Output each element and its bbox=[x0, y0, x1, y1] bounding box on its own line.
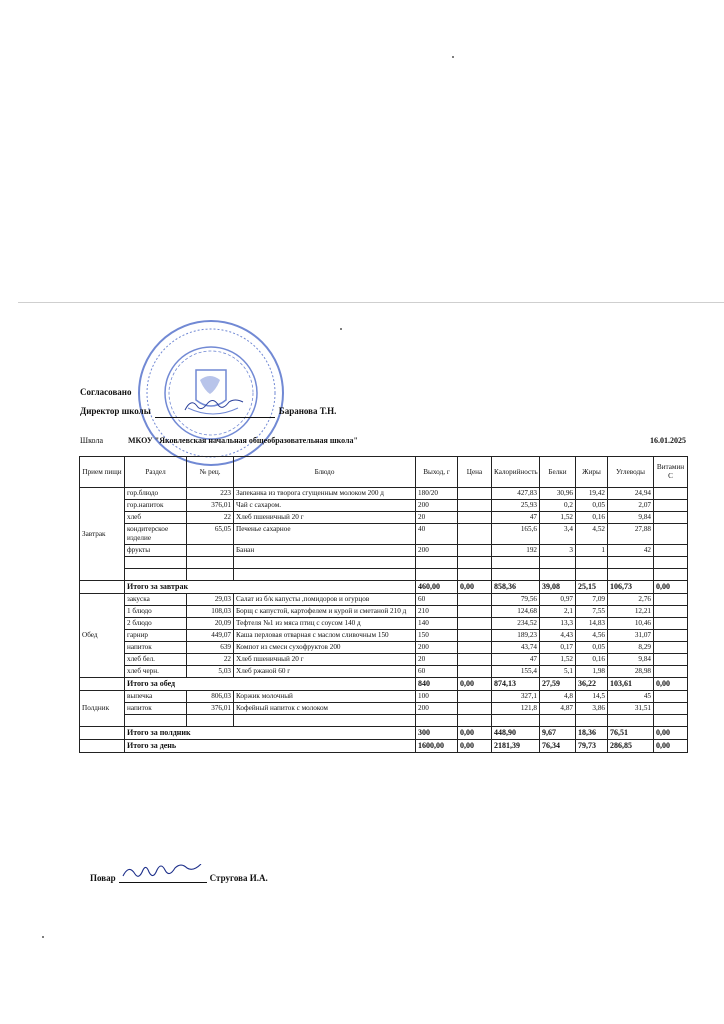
cell-recipe-no: 22 bbox=[187, 512, 234, 524]
cell-carbs: 42 bbox=[608, 545, 654, 557]
header-carbs: Углеводы bbox=[608, 457, 654, 488]
cell-vitamin-c bbox=[654, 594, 688, 606]
cook-name: Стругова И.А. bbox=[209, 873, 268, 883]
cell-section: гор.напиток bbox=[125, 500, 187, 512]
empty-cell bbox=[416, 569, 458, 581]
cell-section: гор.блюдо bbox=[125, 488, 187, 500]
empty-row bbox=[80, 715, 688, 727]
cell-vitamin-c bbox=[654, 500, 688, 512]
table-row bbox=[80, 594, 688, 606]
table-row bbox=[80, 606, 688, 618]
total-price: 0,00 bbox=[458, 678, 492, 691]
empty-cell bbox=[416, 557, 458, 569]
cell-fats: 0,16 bbox=[576, 654, 608, 666]
cell-yield: 200 bbox=[416, 642, 458, 654]
empty-cell bbox=[576, 557, 608, 569]
cell-calories: 124,68 bbox=[492, 606, 540, 618]
cell-fats: 0,05 bbox=[576, 642, 608, 654]
total-price: 0,00 bbox=[458, 740, 492, 753]
cell-yield: 100 bbox=[416, 691, 458, 703]
table-row bbox=[80, 666, 688, 678]
empty-cell bbox=[492, 715, 540, 727]
total-fats: 79,73 bbox=[576, 740, 608, 753]
cell-calories: 43,74 bbox=[492, 642, 540, 654]
scan-speck bbox=[452, 56, 454, 58]
cell-recipe-no: 806,03 bbox=[187, 691, 234, 703]
header-meal: Прием пищи bbox=[80, 457, 125, 488]
cell-price bbox=[458, 500, 492, 512]
cell-carbs: 24,94 bbox=[608, 488, 654, 500]
cell-carbs: 8,29 bbox=[608, 642, 654, 654]
cell-dish: Тефтеля №1 из мяса птиц с соусом 140 д bbox=[234, 618, 416, 630]
cell-price bbox=[458, 654, 492, 666]
cell-recipe-no: 376,01 bbox=[187, 703, 234, 715]
cell-vitamin-c bbox=[654, 606, 688, 618]
scan-speck bbox=[42, 936, 44, 938]
cell-fats: 0,16 bbox=[576, 512, 608, 524]
cell-proteins: 13,3 bbox=[540, 618, 576, 630]
cell-calories: 79,56 bbox=[492, 594, 540, 606]
director-line bbox=[80, 399, 336, 418]
table-row bbox=[80, 618, 688, 630]
cell-vitamin-c bbox=[654, 642, 688, 654]
cell-calories: 234,52 bbox=[492, 618, 540, 630]
cell-recipe-no: 108,03 bbox=[187, 606, 234, 618]
cell-recipe-no: 449,07 bbox=[187, 630, 234, 642]
scan-edge-line bbox=[18, 302, 724, 303]
cell-price bbox=[458, 703, 492, 715]
cell-price bbox=[458, 545, 492, 557]
cell-yield: 210 bbox=[416, 606, 458, 618]
empty-cell bbox=[492, 569, 540, 581]
empty-cell bbox=[576, 569, 608, 581]
cell-dish: Хлеб пшеничный 20 г bbox=[234, 512, 416, 524]
empty-cell bbox=[187, 715, 234, 727]
cell-dish: Запеканка из творога сгущенным молоком 200 д bbox=[234, 488, 416, 500]
cell-yield: 200 bbox=[416, 500, 458, 512]
cell-calories: 192 bbox=[492, 545, 540, 557]
cell-dish: Банан bbox=[234, 545, 416, 557]
cell-recipe-no: 5,03 bbox=[187, 666, 234, 678]
empty-cell bbox=[654, 569, 688, 581]
table-row bbox=[80, 545, 688, 557]
menu-table bbox=[79, 456, 688, 753]
total-row bbox=[80, 678, 688, 691]
cell-section: гарнир bbox=[125, 630, 187, 642]
total-fats: 25,15 bbox=[576, 581, 608, 594]
school-line bbox=[80, 436, 686, 445]
cell-price bbox=[458, 606, 492, 618]
cook-signature-line bbox=[119, 870, 207, 883]
cell-calories: 25,93 bbox=[492, 500, 540, 512]
cell-section: напиток bbox=[125, 642, 187, 654]
cell-price bbox=[458, 512, 492, 524]
total-vitamin-c: 0,00 bbox=[654, 727, 688, 740]
empty-cell bbox=[654, 715, 688, 727]
cell-yield: 200 bbox=[416, 703, 458, 715]
cell-dish: Каша перловая отварная с маслом сливочным 150 bbox=[234, 630, 416, 642]
table-row bbox=[80, 703, 688, 715]
cell-vitamin-c bbox=[654, 666, 688, 678]
cell-section: 2 блюдо bbox=[125, 618, 187, 630]
meal-label: Обед bbox=[80, 594, 125, 678]
cell-carbs: 2,07 bbox=[608, 500, 654, 512]
cell-yield: 60 bbox=[416, 594, 458, 606]
cell-carbs: 45 bbox=[608, 691, 654, 703]
empty-cell bbox=[125, 569, 187, 581]
header-proteins: Белки bbox=[540, 457, 576, 488]
cell-fats: 7,55 bbox=[576, 606, 608, 618]
cell-yield: 200 bbox=[416, 545, 458, 557]
total-carbs: 106,73 bbox=[608, 581, 654, 594]
total-fats: 36,22 bbox=[576, 678, 608, 691]
total-yield: 1600,00 bbox=[416, 740, 458, 753]
total-carbs: 103,61 bbox=[608, 678, 654, 691]
total-yield: 840 bbox=[416, 678, 458, 691]
school-label: Школа bbox=[80, 436, 103, 445]
empty-cell bbox=[125, 557, 187, 569]
empty-cell bbox=[458, 715, 492, 727]
total-fats: 18,36 bbox=[576, 727, 608, 740]
cell-section: закуска bbox=[125, 594, 187, 606]
cell-section: кондитерское изделие bbox=[125, 524, 187, 545]
cell-fats: 14,5 bbox=[576, 691, 608, 703]
total-label: Итого за завтрак bbox=[125, 581, 416, 594]
total-carbs: 76,51 bbox=[608, 727, 654, 740]
cell-price bbox=[458, 524, 492, 545]
approval-title: Согласовано bbox=[80, 387, 132, 397]
cell-fats: 4,56 bbox=[576, 630, 608, 642]
cell-section: 1 блюдо bbox=[125, 606, 187, 618]
cell-section: хлеб бел. bbox=[125, 654, 187, 666]
cell-proteins: 2,1 bbox=[540, 606, 576, 618]
header-recipe-no: № рец. bbox=[187, 457, 234, 488]
empty-cell bbox=[540, 569, 576, 581]
cell-fats: 1,98 bbox=[576, 666, 608, 678]
cell-vitamin-c bbox=[654, 524, 688, 545]
empty-cell bbox=[458, 569, 492, 581]
cell-carbs: 9,84 bbox=[608, 512, 654, 524]
cell-yield: 60 bbox=[416, 666, 458, 678]
director-signature bbox=[155, 399, 275, 413]
cell-section: хлеб bbox=[125, 512, 187, 524]
school-name: МКОУ "Яковлевская начальная общеобразовательная школа" bbox=[128, 436, 358, 445]
cell-carbs: 31,51 bbox=[608, 703, 654, 715]
table-row bbox=[80, 524, 688, 545]
cell-recipe-no: 22 bbox=[187, 654, 234, 666]
cell-section: выпечка bbox=[125, 691, 187, 703]
total-proteins: 39,08 bbox=[540, 581, 576, 594]
cell-price bbox=[458, 488, 492, 500]
cell-proteins: 1,52 bbox=[540, 654, 576, 666]
cook-signature bbox=[121, 864, 207, 882]
cell-dish: Компот из смеси сухофруктов 200 bbox=[234, 642, 416, 654]
header-price: Цена bbox=[458, 457, 492, 488]
empty-cell bbox=[416, 715, 458, 727]
total-spacer bbox=[80, 740, 125, 753]
cell-vitamin-c bbox=[654, 545, 688, 557]
cell-yield: 20 bbox=[416, 512, 458, 524]
cell-carbs: 28,98 bbox=[608, 666, 654, 678]
header-yield: Выход, г bbox=[416, 457, 458, 488]
total-vitamin-c: 0,00 bbox=[654, 740, 688, 753]
cell-proteins: 5,1 bbox=[540, 666, 576, 678]
total-yield: 300 bbox=[416, 727, 458, 740]
cell-carbs: 9,84 bbox=[608, 654, 654, 666]
header-fats: Жиры bbox=[576, 457, 608, 488]
cell-fats: 7,09 bbox=[576, 594, 608, 606]
cell-dish: Хлеб ржаной 60 г bbox=[234, 666, 416, 678]
total-yield: 460,00 bbox=[416, 581, 458, 594]
table-row bbox=[80, 488, 688, 500]
cell-proteins: 4,43 bbox=[540, 630, 576, 642]
day-total-row bbox=[80, 740, 688, 753]
cell-dish: Хлеб пшеничный 20 г bbox=[234, 654, 416, 666]
menu-body bbox=[80, 488, 688, 753]
cell-vitamin-c bbox=[654, 691, 688, 703]
total-calories: 448,90 bbox=[492, 727, 540, 740]
cell-section: напиток bbox=[125, 703, 187, 715]
header-section: Раздел bbox=[125, 457, 187, 488]
total-spacer bbox=[80, 581, 125, 594]
cell-calories: 427,83 bbox=[492, 488, 540, 500]
cell-dish: Кофейный напиток с молоком bbox=[234, 703, 416, 715]
cell-carbs: 12,21 bbox=[608, 606, 654, 618]
total-calories: 2181,39 bbox=[492, 740, 540, 753]
total-calories: 874,13 bbox=[492, 678, 540, 691]
empty-cell bbox=[608, 557, 654, 569]
cell-fats: 0,05 bbox=[576, 500, 608, 512]
empty-cell bbox=[234, 557, 416, 569]
empty-cell bbox=[608, 715, 654, 727]
cell-yield: 150 bbox=[416, 630, 458, 642]
total-label: Итого за день bbox=[125, 740, 416, 753]
cell-fats: 3,86 bbox=[576, 703, 608, 715]
cell-price bbox=[458, 594, 492, 606]
cook-label: Повар bbox=[90, 873, 116, 883]
cell-proteins: 30,96 bbox=[540, 488, 576, 500]
empty-cell bbox=[187, 557, 234, 569]
total-proteins: 9,67 bbox=[540, 727, 576, 740]
cell-dish: Чай с сахаром. bbox=[234, 500, 416, 512]
total-spacer bbox=[80, 678, 125, 691]
cell-recipe-no: 20,09 bbox=[187, 618, 234, 630]
cell-recipe-no: 29,03 bbox=[187, 594, 234, 606]
table-row bbox=[80, 500, 688, 512]
total-vitamin-c: 0,00 bbox=[654, 678, 688, 691]
cell-carbs: 10,46 bbox=[608, 618, 654, 630]
cell-proteins: 1,52 bbox=[540, 512, 576, 524]
director-label: Директор школы bbox=[80, 406, 151, 416]
cell-calories: 121,8 bbox=[492, 703, 540, 715]
cell-fats: 14,83 bbox=[576, 618, 608, 630]
cell-vitamin-c bbox=[654, 630, 688, 642]
total-carbs: 286,85 bbox=[608, 740, 654, 753]
total-price: 0,00 bbox=[458, 727, 492, 740]
cell-vitamin-c bbox=[654, 618, 688, 630]
cell-calories: 155,4 bbox=[492, 666, 540, 678]
empty-cell bbox=[234, 715, 416, 727]
cell-recipe-no: 223 bbox=[187, 488, 234, 500]
total-vitamin-c: 0,00 bbox=[654, 581, 688, 594]
approval-block bbox=[80, 386, 336, 418]
total-proteins: 76,34 bbox=[540, 740, 576, 753]
total-row bbox=[80, 581, 688, 594]
total-label: Итого за обед bbox=[125, 678, 416, 691]
meal-label: Полдник bbox=[80, 691, 125, 727]
total-row bbox=[80, 727, 688, 740]
header-calories: Калорийность bbox=[492, 457, 540, 488]
cell-proteins: 3 bbox=[540, 545, 576, 557]
cell-calories: 165,6 bbox=[492, 524, 540, 545]
empty-cell bbox=[576, 715, 608, 727]
cell-price bbox=[458, 642, 492, 654]
cell-price bbox=[458, 666, 492, 678]
cell-carbs: 2,76 bbox=[608, 594, 654, 606]
table-row bbox=[80, 691, 688, 703]
meal-label: Завтрак bbox=[80, 488, 125, 581]
total-proteins: 27,59 bbox=[540, 678, 576, 691]
director-name: Баранова Т.Н. bbox=[278, 406, 337, 416]
table-row bbox=[80, 512, 688, 524]
cell-proteins: 4,87 bbox=[540, 703, 576, 715]
cell-recipe-no: 65,05 bbox=[187, 524, 234, 545]
total-label: Итого за полдник bbox=[125, 727, 416, 740]
cell-dish: Салат из б/к капусты ,помидоров и огурцов bbox=[234, 594, 416, 606]
cell-section: фрукты bbox=[125, 545, 187, 557]
cell-proteins: 0,2 bbox=[540, 500, 576, 512]
cell-yield: 180/20 bbox=[416, 488, 458, 500]
cell-vitamin-c bbox=[654, 703, 688, 715]
table-row bbox=[80, 654, 688, 666]
menu-date: 16.01.2025 bbox=[650, 436, 686, 445]
empty-cell bbox=[654, 557, 688, 569]
total-calories: 858,36 bbox=[492, 581, 540, 594]
empty-cell bbox=[234, 569, 416, 581]
cell-yield: 40 bbox=[416, 524, 458, 545]
empty-row bbox=[80, 557, 688, 569]
cell-calories: 47 bbox=[492, 512, 540, 524]
cell-recipe-no bbox=[187, 545, 234, 557]
cell-price bbox=[458, 630, 492, 642]
cell-section: хлеб черн. bbox=[125, 666, 187, 678]
cell-price bbox=[458, 691, 492, 703]
empty-cell bbox=[125, 715, 187, 727]
total-price: 0,00 bbox=[458, 581, 492, 594]
cell-fats: 4,52 bbox=[576, 524, 608, 545]
cell-dish: Коржик молочный bbox=[234, 691, 416, 703]
cell-fats: 19,42 bbox=[576, 488, 608, 500]
empty-cell bbox=[492, 557, 540, 569]
cell-recipe-no: 376,01 bbox=[187, 500, 234, 512]
cell-proteins: 4,8 bbox=[540, 691, 576, 703]
cell-fats: 1 bbox=[576, 545, 608, 557]
header-dish: Блюдо bbox=[234, 457, 416, 488]
cell-dish: Борщ с капустой, картофелем и курой и сметаной 210 д bbox=[234, 606, 416, 618]
total-spacer bbox=[80, 727, 125, 740]
cell-vitamin-c bbox=[654, 512, 688, 524]
empty-cell bbox=[540, 715, 576, 727]
empty-cell bbox=[608, 569, 654, 581]
cell-vitamin-c bbox=[654, 488, 688, 500]
empty-cell bbox=[187, 569, 234, 581]
cell-yield: 140 bbox=[416, 618, 458, 630]
empty-cell bbox=[458, 557, 492, 569]
table-row bbox=[80, 642, 688, 654]
cell-recipe-no: 639 bbox=[187, 642, 234, 654]
header-row bbox=[80, 457, 688, 488]
cell-price bbox=[458, 618, 492, 630]
cell-proteins: 0,97 bbox=[540, 594, 576, 606]
empty-row bbox=[80, 569, 688, 581]
table-row bbox=[80, 630, 688, 642]
director-signature-line bbox=[155, 399, 275, 418]
cell-vitamin-c bbox=[654, 654, 688, 666]
cell-dish: Печенье сахарное bbox=[234, 524, 416, 545]
scan-speck bbox=[340, 328, 342, 330]
cell-calories: 189,23 bbox=[492, 630, 540, 642]
cook-signature-block bbox=[90, 870, 268, 883]
cell-proteins: 3,4 bbox=[540, 524, 576, 545]
empty-cell bbox=[540, 557, 576, 569]
cell-carbs: 31,07 bbox=[608, 630, 654, 642]
cell-calories: 327,1 bbox=[492, 691, 540, 703]
cell-carbs: 27,88 bbox=[608, 524, 654, 545]
header-vitamin-c: Витамин С bbox=[654, 457, 688, 488]
cell-calories: 47 bbox=[492, 654, 540, 666]
cell-yield: 20 bbox=[416, 654, 458, 666]
cell-proteins: 0,17 bbox=[540, 642, 576, 654]
